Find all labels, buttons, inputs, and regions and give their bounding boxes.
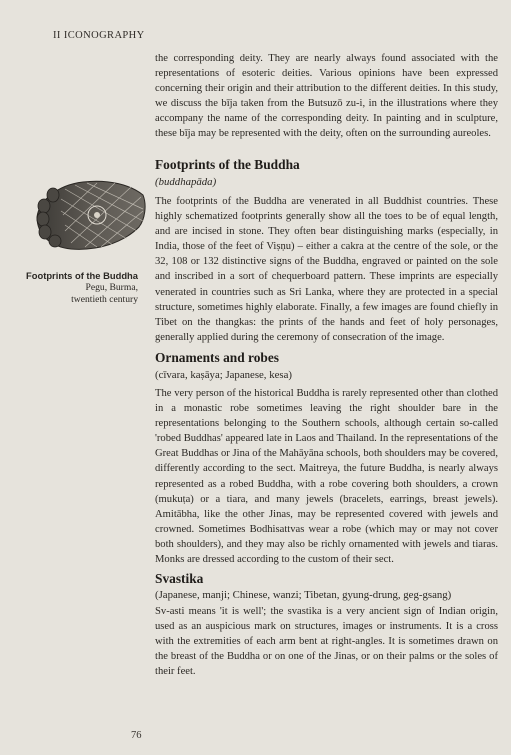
caption-location: Pegu, Burma, [85,282,138,293]
intro-text: the corresponding deity. They are nearly always found associated with the representations of esoteric deities. Various opinions have been expressed concerning their origin and their attribution to the different deities. In this study, we discuss the bīja taken from the Butsuzō zu-i, in the illustrations where they accompany the name of the corresponding deity. In painting and in sculpture, these bīja may be represented with the deity, often on the surrounding aureoles. [155,53,498,140]
subtitle-text: (Japanese, manji; Chinese, wanzi; Tibetan, gyung-drung, geg-gsang) [155,589,452,601]
running-head: II ICONOGRAPHY [53,30,145,41]
body-text: The very person of the historical Buddha is rarely represented other than clothed in a monastic robe sometimes leaving the right shoulder bare in the representations belonging to the Southern schools, although certain so-called 'robed Buddhas' appeared late in Laos and Thailand. In the representations of the Great Buddhas or Jina of the Mahāyāna schools, both shoulders may be covered, differently according to the sect. Maitreya, the future Buddha, is nearly always represented as a robed Buddha, with a robe covering both shoulders, a crown (mukuṭa) or a tiara, and many jewels (bracelets, earrings, breast jewels). Amitābha, like the other Jinas, may be represented covered with jewels and crowned. Sometimes Bodhisattvas wear a robe (which may or may not cover both shoulders), and they may also be richly ornamented with jewels and tiaras. Monks are dressed according to the custom of their sect. [155,388,498,566]
section-subtitle-footprints [155,175,216,189]
body-text: The footprints of the Buddha are venerated in all Buddhist countries. These highly schematized footprints generally show all the toes to be of equal length, and are incised in stone. They often bear distinguishing marks (especially, in India, those of the feet of Viṣṇu) – either a cakra at the centre of the sole, or the 32, 108 or 132 distinctive signs of the Buddha, engraved or painted on the sole and inscribed in a sort of chequerboard pattern. These imprints are especially venerated in countries such as Sri Lanka, where they are protected in a special structure, sometimes highly elaborate. Finally, a few images are found chiefly in Tibet on the thangkas: the prints of the hands and feet of holy personages, generally applied during the ceremony of consecration of the image. [155,196,498,343]
footprint-image [31,173,147,255]
subtitle-text: (buddhapāda) [155,176,217,188]
section-body-ornaments [155,386,498,567]
page-number: 76 [131,730,142,741]
section-heading-svastika: Svastika [155,571,204,586]
subtitle-text: (cīvara, kaṣāya; Japanese, kesa) [155,369,292,381]
section-subtitle-svastika [155,588,451,602]
figure-caption [8,270,138,306]
footprint-illustration [31,173,147,255]
body-text: Sv-asti means 'it is well'; the svastika is a very ancient sign of Indian origin, used as an auspicious mark on structures, images or instruments. It is a cross with the extremities of each arm bent at right-angles. It is sometimes drawn on the breast of the Buddha or on one of the Jinas, or on their palms or the soles of their feet. [155,606,498,678]
section-subtitle-ornaments [155,368,292,382]
section-body-footprints [155,194,498,345]
section-heading-footprints: Footprints of the Buddha [155,157,300,172]
section-heading-ornaments: Ornaments and robes [155,350,280,365]
caption-date: twentieth century [71,294,138,305]
caption-title: Footprints of the Buddha [26,270,138,281]
section-body-svastika [155,604,498,679]
intro-paragraph [155,51,498,142]
